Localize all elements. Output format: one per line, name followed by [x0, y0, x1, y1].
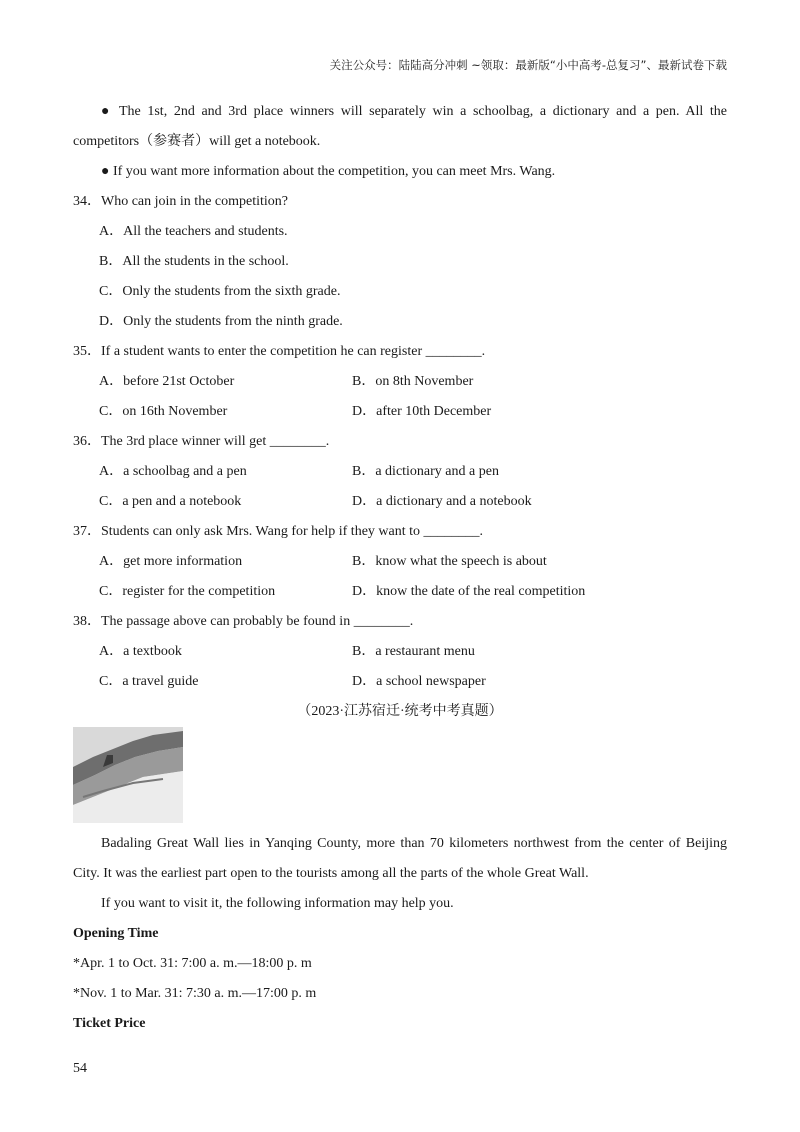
great-wall-photo — [73, 727, 183, 823]
question-36-option-a: A．a schoolbag and a pen — [99, 464, 247, 479]
opening-time-1: *Apr. 1 to Oct. 31: 7:00 a. m.—18:00 p. m — [73, 956, 312, 971]
question-35-option-c: C．on 16th November — [99, 404, 228, 419]
bullet-2: ● If you want more information about the competition, you can meet Mrs. Wang. — [101, 164, 556, 179]
document-body — [73, 97, 727, 1039]
source-note: （2023·江苏宿迁·统考中考真题） — [297, 704, 503, 719]
question-36-options-row-1 — [73, 457, 727, 487]
question-35-stem: 35．If a student wants to enter the competition he can register ________. — [73, 344, 486, 359]
bullet-1-line-2: competitors（参赛者）will get a notebook. — [73, 134, 321, 149]
question-36-option-d: D．a dictionary and a notebook — [352, 494, 532, 509]
page-number: 54 — [73, 1061, 87, 1076]
question-34-option-b: B．All the students in the school. — [99, 254, 289, 269]
bullet-1-line-1: ● The 1st, 2nd and 3rd place winners will separately win a schoolbag, a dictionary and a pen. All the — [101, 104, 727, 119]
question-37-option-b: B．know what the speech is about — [352, 554, 547, 569]
question-35-options-row-2 — [73, 397, 727, 427]
question-38-option-c: C．a travel guide — [99, 674, 199, 689]
passage-paragraph-2: If you want to visit it, the following information may help you. — [101, 896, 454, 911]
question-38-option-d: D．a school newspaper — [352, 674, 486, 689]
question-36-option-b: B．a dictionary and a pen — [352, 464, 499, 479]
question-38-stem: 38．The passage above can probably be found in ________. — [73, 614, 414, 629]
question-37-option-d: D．know the date of the real competition — [352, 584, 586, 599]
question-35-option-d: D．after 10th December — [352, 404, 492, 419]
question-38-option-a: A．a textbook — [99, 644, 182, 659]
question-37-stem: 37．Students can only ask Mrs. Wang for help if they want to ________. — [73, 524, 484, 539]
question-35-option-a: A．before 21st October — [99, 374, 235, 389]
question-36-options-row-2 — [73, 487, 727, 517]
question-34-option-a: A．All the teachers and students. — [99, 224, 288, 239]
passage-paragraph-1-line-2: City. It was the earliest part open to the tourists among all the parts of the whole Great Wall. — [73, 866, 589, 881]
question-38-options-row-1 — [73, 637, 727, 667]
opening-time-heading: Opening Time — [73, 926, 159, 941]
question-37-options-row-1 — [73, 547, 727, 577]
question-36-stem: 36．The 3rd place winner will get ________. — [73, 434, 330, 449]
great-wall-illustration — [73, 727, 183, 823]
question-35-option-b: B．on 8th November — [352, 374, 474, 389]
question-36-option-c: C．a pen and a notebook — [99, 494, 242, 509]
passage-paragraph-1-line-1: Badaling Great Wall lies in Yanqing County, more than 70 kilometers northwest from the center of Beijing — [101, 836, 727, 851]
question-34-option-d: D．Only the students from the ninth grade. — [99, 314, 343, 329]
question-37-options-row-2 — [73, 577, 727, 607]
question-35-options-row-1 — [73, 367, 727, 397]
question-37-option-a: A．get more information — [99, 554, 243, 569]
question-34-option-c: C．Only the students from the sixth grade. — [99, 284, 341, 299]
question-37-option-c: C．register for the competition — [99, 584, 276, 599]
question-34-stem: 34．Who can join in the competition? — [73, 194, 289, 209]
question-38-options-row-2 — [73, 667, 727, 697]
opening-time-2: *Nov. 1 to Mar. 31: 7:30 a. m.—17:00 p. m — [73, 986, 317, 1001]
header-note: 关注公众号：陆陆高分冲刺 ~领取：最新版“小中高考-总复习”、最新试卷下载 — [329, 58, 727, 72]
question-38-option-b: B．a restaurant menu — [352, 644, 475, 659]
ticket-price-heading: Ticket Price — [73, 1016, 146, 1031]
